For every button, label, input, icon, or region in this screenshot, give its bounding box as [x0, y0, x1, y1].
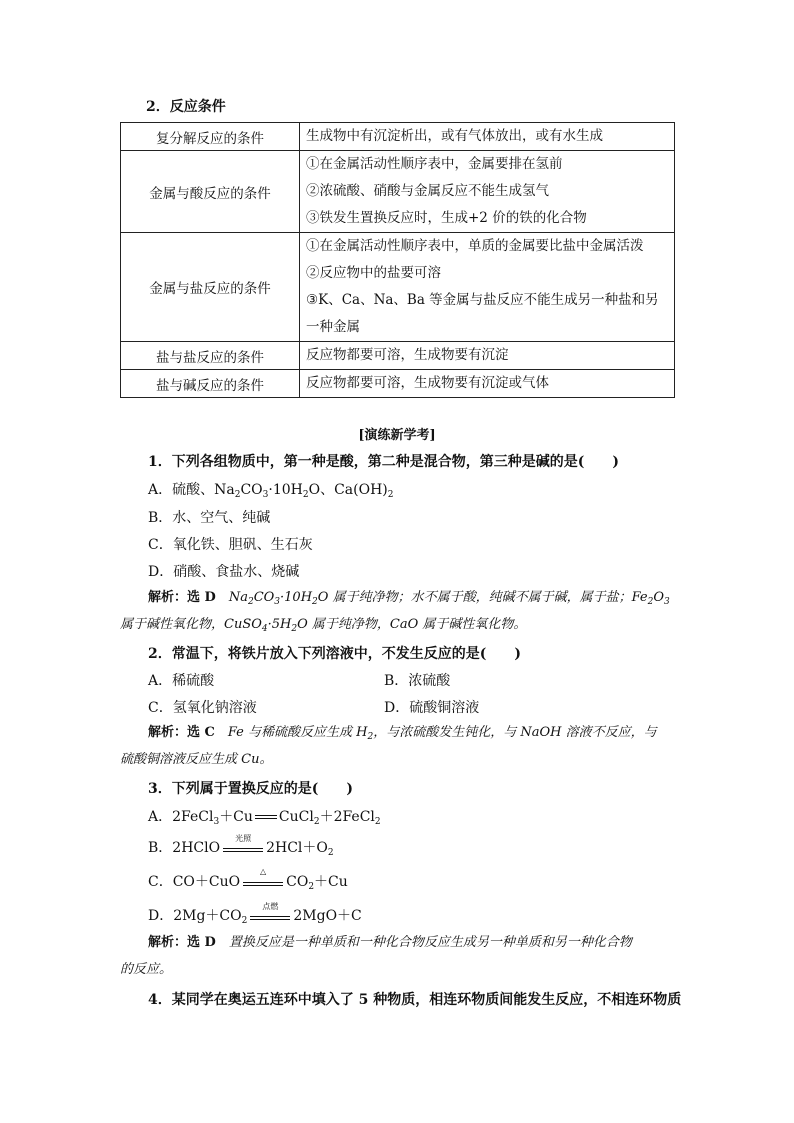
- question-3-stem: 3．下列属于置换反应的是( ): [148, 781, 353, 797]
- table-row: [121, 151, 675, 233]
- condition-line: 生成物中有沉淀析出，或有气体放出，或有水生成: [306, 128, 603, 144]
- reaction-conditions-table: [120, 122, 675, 398]
- reaction-arrow-icon: 点燃: [250, 909, 290, 923]
- question-2-option-b: B．浓硫酸: [384, 673, 451, 689]
- condition-line: ②浓硫酸、硝酸与金属反应不能生成氢气: [306, 183, 549, 199]
- question-1-option-c: C．氧化铁、胆矾、生石灰: [148, 537, 313, 553]
- condition-line: 反应物都要可溶，生成物要有沉淀: [306, 347, 509, 363]
- question-3-option-d: D．$2Mg+CO_2$ 点燃 2MgO＋C: [148, 902, 362, 926]
- question-2-analysis: 解析：选 C Fe 与稀硫酸反应生成 $H_2$，与浓硫酸发生钝化，与 NaOH 溶液不反应，与 硫酸铜溶液反应生成 Cu。: [120, 725, 657, 767]
- question-2-stem: 2．常温下，将铁片放入下列溶液中，不发生反应的是( ): [148, 646, 521, 662]
- question-1-analysis: 解析：选 D $Na_2CO_3\cdot 10H_2O$ 属于纯净物；水不属于酸，纯碱不属于碱，属于盐；$Fe_2O_3$ 属于碱性氧化物，$CuSO_4\cdot 5H_2O$ 属于纯净物，CaO 属于碱性氧化物。: [120, 590, 670, 634]
- practice-heading: [演练新学考]: [358, 428, 436, 443]
- condition-line: ③铁发生置换反应时，生成+2 价的铁的化合物: [306, 210, 587, 226]
- condition-key: 盐与碱反应的条件: [121, 370, 300, 398]
- question-1-option-a: A．硫酸、$Na_2CO_3\cdot 10H_2O$、$Ca(OH)_2$: [148, 482, 394, 500]
- condition-key: 复分解反应的条件: [121, 123, 300, 151]
- condition-line: ②反应物中的盐要可溶: [306, 265, 441, 281]
- question-3-option-b: B．2HClO 光照 $2HCl+O_2$: [148, 834, 334, 858]
- table-row: [121, 123, 675, 151]
- table-row: [121, 370, 675, 398]
- condition-line: ①在金属活动性顺序表中，金属要排在氢前: [306, 156, 563, 172]
- condition-line: 一种金属: [306, 319, 360, 335]
- reaction-arrow-icon: 光照: [223, 841, 263, 855]
- question-4-stem: 4．某同学在奥运五连环中填入了 5 种物质，相连环物质间能发生反应，不相连环物质: [148, 992, 682, 1008]
- question-3-option-a: A．2FeCl$_3$＋Cu CuCl$_2$＋2FeCl$_2$: [148, 809, 381, 827]
- question-3-option-c: C．CO＋CuO △ $CO_2+Cu$: [148, 867, 348, 892]
- question-1-stem: 1．下列各组物质中，第一种是酸，第二种是混合物，第三种是碱的是( ): [148, 454, 619, 470]
- condition-line: 反应物都要可溶，生成物要有沉淀或气体: [306, 375, 549, 391]
- section-title: 2．反应条件: [146, 99, 226, 115]
- condition-key: 金属与酸反应的条件: [121, 151, 300, 233]
- condition-line: ③K、Ca、Na、Ba 等金属与盐反应不能生成另一种盐和另: [306, 292, 659, 308]
- question-2-option-c: C．氢氧化钠溶液: [148, 700, 257, 716]
- table-row: [121, 233, 675, 342]
- reaction-arrow-icon: △: [243, 875, 283, 889]
- question-1-option-d: D．硝酸、食盐水、烧碱: [148, 564, 300, 580]
- question-1-option-b: B．水、空气、纯碱: [148, 510, 271, 526]
- table-row: [121, 342, 675, 370]
- question-2-option-d: D．硫酸铜溶液: [384, 700, 480, 716]
- condition-key: 金属与盐反应的条件: [121, 233, 300, 342]
- question-3-analysis: 解析：选 D 置换反应是一种单质和一种化合物反应生成另一种单质和另一种化合物 的反应。: [120, 935, 632, 977]
- condition-line: ①在金属活动性顺序表中，单质的金属要比盐中金属活泼: [306, 238, 644, 254]
- condition-key: 盐与盐反应的条件: [121, 342, 300, 370]
- question-2-option-a: A．稀硫酸: [148, 673, 215, 689]
